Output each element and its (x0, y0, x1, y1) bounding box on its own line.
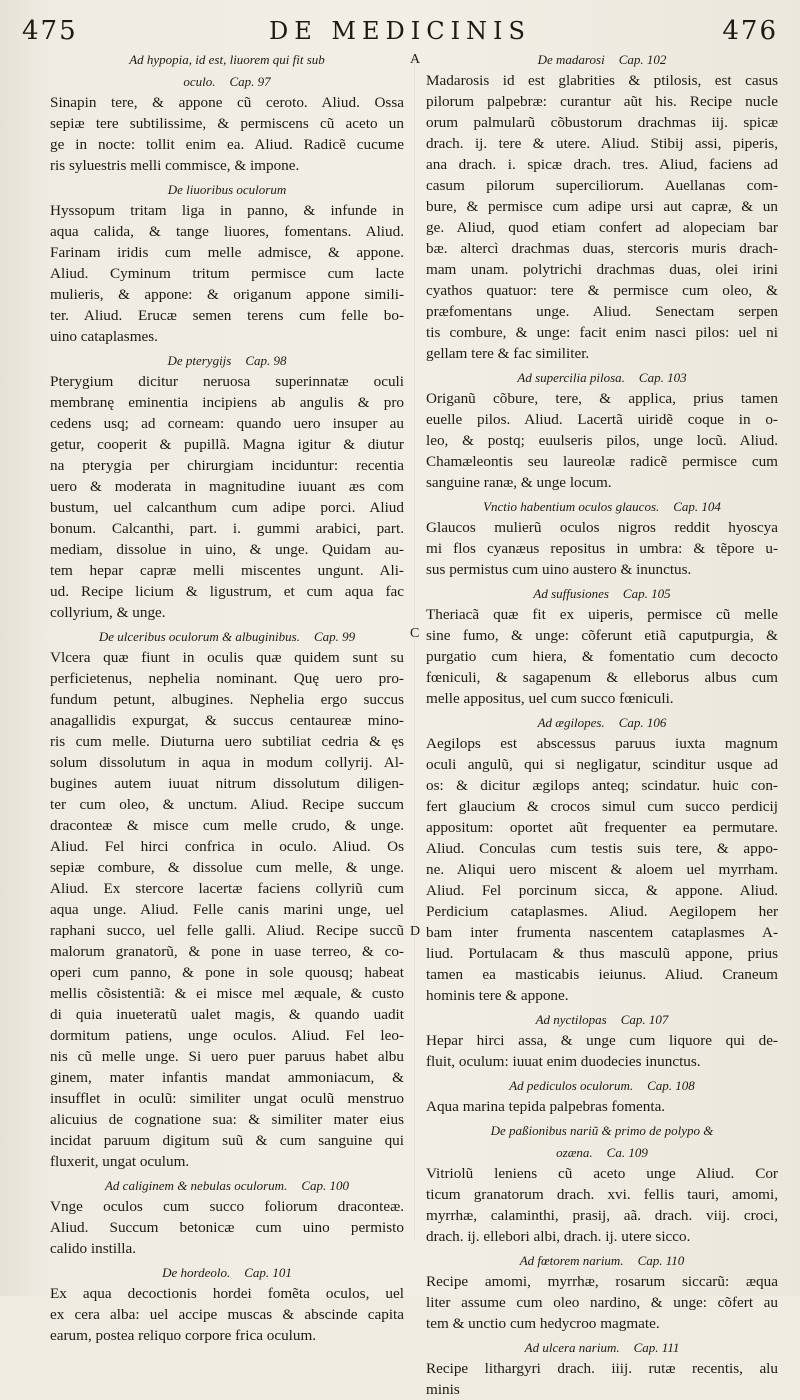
text-line: Origanũ cõbure, tere, & applica, prius tamen (426, 390, 778, 407)
text-line: nis cũ melle unge. Si uero puer paruus habet albu (50, 1048, 404, 1065)
text-line: Ex aqua decoctionis hordei fomẽta oculos, uel (50, 1285, 404, 1302)
chapter-heading-text: Ad supercilia pilosa. (517, 370, 625, 385)
text-line: insufflet in oculũ: similiter ungat oculũ menstruo (50, 1090, 404, 1107)
text-line: fluxerit, ungat oculum. (50, 1153, 190, 1170)
text-line: bam inter frumenta nascentem cataplasmes A- (426, 924, 778, 941)
chapter-heading (426, 1077, 778, 1094)
chapter-heading (50, 51, 404, 68)
text-line: Vnge oculos cum succo foliorum draconteæ. (50, 1198, 404, 1215)
text-line: Recipe lithargyri drach. iiij. rutæ recentis, alu (426, 1360, 778, 1377)
text-line: appositum: oportet aũt frequenter ea permutare. (426, 819, 778, 836)
chapter-heading-text: Ad pediculos oculorum. (509, 1078, 634, 1093)
text-paragraph (426, 733, 778, 1006)
text-line: liter assume cum oleo nardino, & unge: cõfert au (426, 1294, 778, 1311)
text-line: cedens usq; ad corneam: quando uero insuper au (50, 415, 404, 432)
left-column (50, 46, 404, 1346)
text-line: sine fumo, & unge: cõferunt etiã caputpurgia, & (426, 627, 778, 644)
chapter-heading (50, 73, 404, 90)
chapter-number: Cap. 102 (618, 52, 667, 67)
text-line: Vlcera quæ fiunt in oculis quæ quidem sunt su (50, 649, 404, 666)
text-line: melle appositus, uel cum succo fœniculi. (426, 690, 674, 707)
text-paragraph (50, 200, 404, 347)
text-line: Theriacã quæ fit ex uiperis, permisce cũ melle (426, 606, 778, 623)
text-line: fœniculi, & sagapenum & elleborus albus cum (426, 669, 778, 686)
margin-letter-a: A (410, 52, 421, 67)
text-line: minis (426, 1381, 460, 1398)
text-line: sus permistus cum uino austero & inunctus. (426, 561, 692, 578)
chapter-heading (426, 1144, 778, 1161)
chapter-heading-text: Ad ægilopes. (537, 715, 605, 730)
text-line: leo, & postq; euulseris pilos, unge locũ. Aliud. (426, 432, 778, 449)
chapter-heading-text: Ad fœtorem narium. (519, 1253, 624, 1268)
chapter-number: Cap. 103 (638, 370, 687, 385)
text-line: tem hepar capræ melli miscentes ungunt. Ali- (50, 562, 404, 579)
text-line: mulieris, & appone: & origanum appone simili- (50, 286, 404, 303)
text-paragraph (426, 70, 778, 364)
chapter-heading-text: De liuoribus oculorum (167, 182, 287, 197)
text-line: anagallidis expurgat, & succus centaureæ mino- (50, 712, 404, 729)
text-paragraph (426, 1163, 778, 1247)
chapter-heading (50, 628, 404, 645)
text-line: liud. Portulacam & thus masculũ appone, prius (426, 945, 778, 962)
text-line: Farinam iridis cum melle admisce, & appone. (50, 244, 404, 261)
text-line: mellis cõsistentiã: & ei misce mel æquale, & custo (50, 985, 404, 1002)
text-paragraph (426, 388, 778, 493)
text-line: ge in nocte: tollit enim ea. Aliud. Radicẽ cucume (50, 136, 404, 153)
chapter-number: Cap. 104 (673, 499, 721, 514)
text-line: hominis tere & appone. (426, 987, 569, 1004)
chapter-heading (426, 1011, 778, 1028)
text-line: bure, & permisce cum adipe ursi aut capræ, & un (426, 198, 778, 215)
text-line: ginem, mater infantis mandat ammoniacum, & (50, 1069, 404, 1086)
chapter-heading-text: De hordeolo. (162, 1265, 231, 1280)
text-line: Recipe amomi, myrrhæ, rosarum siccarũ: æqua (426, 1273, 778, 1290)
text-line: Hyssopum tritam liga in panno, & infunde in (50, 202, 404, 219)
text-line: fert glaucium & crocos simul cum succo perdicij (426, 798, 778, 815)
text-line: membranę eminentia incipiens ab angulis & pro (50, 394, 404, 411)
text-line: getur, cooperit & pupillã. Magna igitur & diutur (50, 436, 404, 453)
text-line: Madarosis id est glabrities & ptilosis, est casus (426, 72, 778, 89)
text-line: mam unam. polytrichi drachmas duas, olei irini (426, 261, 778, 278)
chapter-heading (426, 1252, 778, 1269)
chapter-heading (426, 498, 778, 515)
text-line: ticum granatorum drach. xvi. fellis tauri, amomi, (426, 1186, 778, 1203)
column-gutter (414, 60, 415, 1240)
text-paragraph (426, 1271, 778, 1334)
text-line: earum, postea reliquo corpore frica oculum. (50, 1327, 317, 1344)
text-line: pilorum palpebræ: curantur aũt his. Recipe nucle (426, 93, 778, 110)
text-line: fundum petunt, albugines. Nephelia ergo succus (50, 691, 404, 708)
text-line: Chamæleontis seu laureolæ radicẽ permisce cum (426, 453, 778, 470)
chapter-number: Cap. 97 (229, 74, 271, 89)
text-paragraph (426, 517, 778, 580)
text-line: bonum. Calcanthi, part. i. gummi arabici, part. (50, 520, 404, 537)
chapter-number: Cap. 111 (633, 1340, 680, 1355)
text-line: mediam, dissolue in uino, & unge. Quidam au- (50, 541, 404, 558)
text-line: ge. Aliud, quod etiam confert ad alopeciam bar (426, 219, 778, 236)
text-line: calido instilla. (50, 1240, 137, 1257)
text-paragraph (50, 371, 404, 623)
text-paragraph (50, 1196, 404, 1259)
text-line: ris syluestris melli commisce, & impone. (50, 157, 300, 174)
chapter-number: Cap. 110 (637, 1253, 685, 1268)
chapter-heading-text: Ad hypopia, id est, liuorem qui fit sub (129, 52, 325, 67)
text-line: Aliud. Ex stercore lacertæ faciens collyriũ cum (50, 880, 404, 897)
chapter-heading (50, 181, 404, 198)
text-line: Pterygium dicitur neruosa superinnatæ oculi (50, 373, 404, 390)
text-line: Hepar hirci assa, & unge cum liquore qui de- (426, 1032, 778, 1049)
text-line: tamen ea masticabis ieiunus. Aliud. Craneum (426, 966, 778, 983)
text-line: oculi angulũ, qui si negligatur, scinditur usque ad (426, 756, 778, 773)
text-line: ter. Aliud. Erucæ semen terens cum felle bo- (50, 307, 404, 324)
text-line: bustum, uel calcanthum cum adipe porci. Aliud (50, 499, 404, 516)
chapter-number: Cap. 100 (301, 1178, 349, 1193)
chapter-number: Cap. 98 (245, 353, 287, 368)
text-line: sanguine ranæ, & unge locum. (426, 474, 612, 491)
text-line: solum dissolutum in aqua in modum collyrij. Al- (50, 754, 404, 771)
chapter-heading (50, 1264, 404, 1281)
text-line: drach. ij. tere & utere. Aliud. Stibij assi, piperis, (426, 135, 778, 152)
right-column (426, 46, 778, 1400)
text-line: draconteæ & misce cum melle crudo, & unge. (50, 817, 404, 834)
text-line: tis combure, & unge: facit enim nasci pilos: uel ni (426, 324, 778, 341)
text-line: Aliud. Fel porcinum sicca, & appone. Aliud. (426, 882, 778, 899)
text-line: ne. Aliqui uero miscent & aloem uel myrrham. (426, 861, 778, 878)
text-line: drach. ij. ellebori albi, drach. ij. utere sicco. (426, 1228, 691, 1245)
chapter-heading-text: De pterygijs (167, 353, 232, 368)
chapter-heading (50, 352, 404, 369)
text-line: raphani succo, uel felle galli. Aliud. Recipe succũ (50, 922, 404, 939)
chapter-number: Cap. 107 (620, 1012, 669, 1027)
chapter-heading (426, 714, 778, 731)
margin-letter-d: D (410, 924, 421, 939)
text-line: myrrhæ, calaminthi, prasij, aã. drach. viij. croci, (426, 1207, 778, 1224)
chapter-heading-text: Ad nyctilopas (535, 1012, 607, 1027)
text-paragraph (50, 647, 404, 1172)
text-paragraph (50, 92, 404, 176)
text-line: ana drach. i. spicæ drach. tres. Aliud, faciens ad (426, 156, 778, 173)
chapter-heading-text: De ulceribus oculorum & albuginibus. (98, 629, 300, 644)
chapter-heading-text: De madarosi (537, 52, 605, 67)
chapter-heading-text: Ad caliginem & nebulas oculorum. (104, 1178, 288, 1193)
text-line: euelle pilos. Aliud. Lacertã uiridẽ coque in o- (426, 411, 778, 428)
text-line: Aliud. Cyminum tritum permisce cum lacte (50, 265, 404, 282)
chapter-heading (426, 51, 778, 68)
margin-letter-c: C (410, 626, 420, 641)
chapter-heading-text: ozæna. (556, 1145, 593, 1160)
text-line: Aqua marina tepida palpebras fomenta. (426, 1098, 666, 1115)
text-line: casum pilorum superciliorum. Auellanas com- (426, 177, 778, 194)
chapter-number: Cap. 105 (622, 586, 671, 601)
chapter-heading (426, 585, 778, 602)
text-line: Vitriolũ leniens cũ aceto unge Aliud. Cor (426, 1165, 778, 1182)
text-line: os: & dicitur ægilops anteq; scindatur. huic con- (426, 777, 778, 794)
text-line: Glaucos mulierũ oculos nigros reddit hyoscya (426, 519, 778, 536)
text-line: Sinapin tere, & appone cũ ceroto. Aliud. Ossa (50, 94, 404, 111)
text-paragraph (50, 1283, 404, 1346)
chapter-heading-text: oculo. (183, 74, 216, 89)
text-paragraph (426, 1096, 778, 1117)
text-line: perficietenus, nephelia nominant. Quę uero pro- (50, 670, 404, 687)
text-line: tem & unctio cum hedycroo magmate. (426, 1315, 660, 1332)
text-line: mi flos cyanæus repositus in umbra: & tẽpore u- (426, 540, 778, 557)
text-line: aqua unge. Aliud. Felle canis marini unge, uel (50, 901, 404, 918)
page-number-left: 475 (22, 16, 78, 46)
text-line: ex cera alba: uel accipe muscas & abscinde capita (50, 1306, 404, 1323)
chapter-heading (426, 1339, 778, 1356)
text-line: collyrium, & unge. (50, 604, 166, 621)
chapter-heading (426, 1122, 778, 1139)
chapter-heading-text: Ad ulcera narium. (524, 1340, 620, 1355)
text-line: orum palmularũ cõbustorum drachmas iij. spicæ (426, 114, 778, 131)
text-line: uero & moderata in magnitudine iuuant æs com (50, 478, 404, 495)
text-line: ter cum oleo, & unctum. Aliud. Recipe succum (50, 796, 404, 813)
chapter-number: Cap. 108 (647, 1078, 695, 1093)
text-line: alicuius de cognatione sua: & similiter mater eius (50, 1111, 404, 1128)
chapter-heading-text: Ad suffusiones (533, 586, 609, 601)
text-paragraph (426, 1358, 778, 1400)
text-line: Aliud. Succum betonicæ cum uino permisto (50, 1219, 404, 1236)
text-line: operi cum panno, & pone in sole quousq; habeat (50, 964, 404, 981)
text-line: uino cataplasmes. (50, 328, 158, 345)
text-paragraph (426, 604, 778, 709)
text-line: gellam tere & fac similiter. (426, 345, 590, 362)
running-title: DE MEDICINIS (269, 17, 531, 45)
chapter-heading (426, 369, 778, 386)
text-line: na pterygia per chirurgiam inciduntur: recentia (50, 457, 404, 474)
text-line: cyathos quatuor: tere & permisce cum oleo, & (426, 282, 778, 299)
text-line: di quia inueteratũ ualet magis, & quando uadit (50, 1006, 404, 1023)
chapter-number: Cap. 101 (244, 1265, 292, 1280)
chapter-number: Ca. 109 (606, 1145, 648, 1160)
chapter-heading-text: De paßionibus nariũ & primo de polypo & (490, 1123, 714, 1138)
text-paragraph (426, 1030, 778, 1072)
text-line: incidat paruum digitum suũ & cum sanguine qui (50, 1132, 404, 1149)
text-line: malorum granatorũ, & pone in uase terreo, & co- (50, 943, 404, 960)
text-line: aqua calida, & tange liuores, fomentans. Aliud. (50, 223, 404, 240)
chapter-number: Cap. 106 (618, 715, 667, 730)
text-line: sepiæ combure, & dissolue cum melle, & unge. (50, 859, 404, 876)
page-number-right: 476 (722, 16, 778, 46)
text-line: præfomentans unge. Aliud. Senectam serpen (426, 303, 778, 320)
text-line: Aliud. Conculas cum testis suis tere, & appo- (426, 840, 778, 857)
text-line: Perdicium cataplasmes. Aliud. Aegilopem her (426, 903, 778, 920)
text-line: ud. Recipe licium & ligustrum, et cum aqua fac (50, 583, 404, 600)
chapter-number: Cap. 99 (313, 629, 356, 644)
text-line: sepiæ tere subtilissime, & permiscens cũ aceto un (50, 115, 404, 132)
text-line: Aliud. Fel hirci confrica in oculo. Aliud. Os (50, 838, 404, 855)
text-line: bugines autem iuuat nitrum dissolutum diligen- (50, 775, 404, 792)
text-line: dormitum patiens, unge oculos. Aliud. Fel leo- (50, 1027, 404, 1044)
text-line: bæ. altercì drachmas duas, stercoris muris drach- (426, 240, 778, 257)
chapter-heading (50, 1177, 404, 1194)
text-line: purgatio cum hiera, & fomentatio cum decocto (426, 648, 778, 665)
text-line: Aegilops est abscessus paruus iuxta magnum (426, 735, 778, 752)
text-line: fluit, oculum: iuuat enim duodecies inunctus. (426, 1053, 701, 1070)
chapter-heading-text: Vnctio habentium oculos glaucos. (483, 499, 660, 514)
text-line: ris cum melle. Diuturna uero subtiliat cedria & ęs (50, 733, 404, 750)
